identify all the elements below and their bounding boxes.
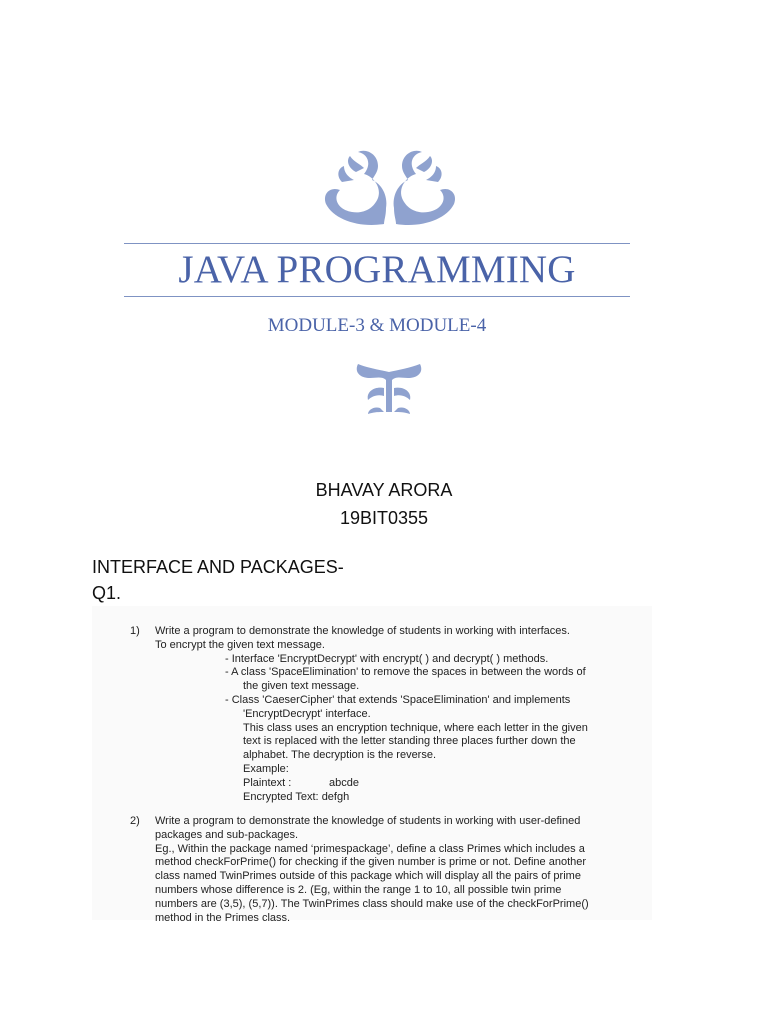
- question-line: To encrypt the given text message.: [155, 638, 325, 651]
- question-text: [155, 625, 647, 804]
- document-subtitle: MODULE-3 & MODULE-4: [267, 315, 487, 336]
- question-line: packages and sub-packages.: [155, 828, 299, 841]
- section-heading: INTERFACE AND PACKAGES-: [92, 557, 344, 577]
- question-line: numbers are (3,5), (5,7)). The TwinPrimes class should make use of the checkForPrime(): [155, 897, 589, 910]
- question-number: 2): [130, 815, 140, 827]
- question-image: [92, 606, 652, 924]
- example-plaintext-row: [155, 777, 647, 791]
- example-encrypted-row: [155, 791, 647, 805]
- title-rule-top: [124, 243, 630, 244]
- question-bullet-continuation: This class uses an encryption technique, where each letter in the given: [243, 721, 588, 734]
- question-line: Eg., Within the package named ‘primespackage’, define a class Primes which includes a: [155, 842, 585, 855]
- author-id: 19BIT0355: [339, 508, 429, 528]
- question-bullet-continuation: text is replaced with the letter standing three places further down the: [243, 735, 576, 748]
- question-line: Write a program to demonstrate the knowledge of students in working with interfaces.: [155, 625, 570, 637]
- fleur-ornament-icon: [350, 362, 428, 416]
- question-line: Write a program to demonstrate the knowledge of students in working with user-defined: [155, 815, 581, 827]
- question-label: Q1.: [92, 583, 122, 603]
- question-line: method in the Primes class.: [155, 911, 291, 924]
- question-line: numbers whose difference is 2. (Eg, within the range 1 to 10, all possible twin prime: [155, 883, 562, 896]
- question-bullet-continuation: the given text message.: [243, 680, 360, 693]
- question-bullet: - Interface 'EncryptDecrypt' with encrypt( ) and decrypt( ) methods.: [225, 652, 549, 665]
- author-name: BHAVAY ARORA: [315, 480, 453, 500]
- example-encrypted-value: defgh: [321, 790, 350, 803]
- question-text: [155, 815, 647, 925]
- example-encrypted-label: Encrypted Text:: [243, 790, 319, 803]
- flourish-ornament-icon: [320, 146, 460, 230]
- question-line: method checkForPrime() for checking if the given number is prime or not. Define another: [155, 856, 587, 869]
- title-rule-bottom: [124, 296, 630, 297]
- question-number: 1): [130, 625, 140, 637]
- example-plaintext-value: abcde: [329, 776, 359, 789]
- document-title: JAVA PROGRAMMING: [178, 248, 576, 291]
- question-bullet: - Class 'CaeserCipher' that extends 'SpaceElimination' and implements: [225, 693, 571, 706]
- question-bullet: - A class 'SpaceElimination' to remove the spaces in between the words of: [225, 666, 586, 679]
- question-bullet-continuation: 'EncryptDecrypt' interface.: [243, 707, 371, 720]
- question-bullet-continuation: Example:: [243, 762, 289, 775]
- example-plaintext-label: Plaintext :: [243, 776, 292, 789]
- question-line: class named TwinPrimes outside of this package which will display all the pairs of prime: [155, 870, 581, 883]
- question-bullet-continuation: alphabet. The decryption is the reverse.: [243, 749, 437, 762]
